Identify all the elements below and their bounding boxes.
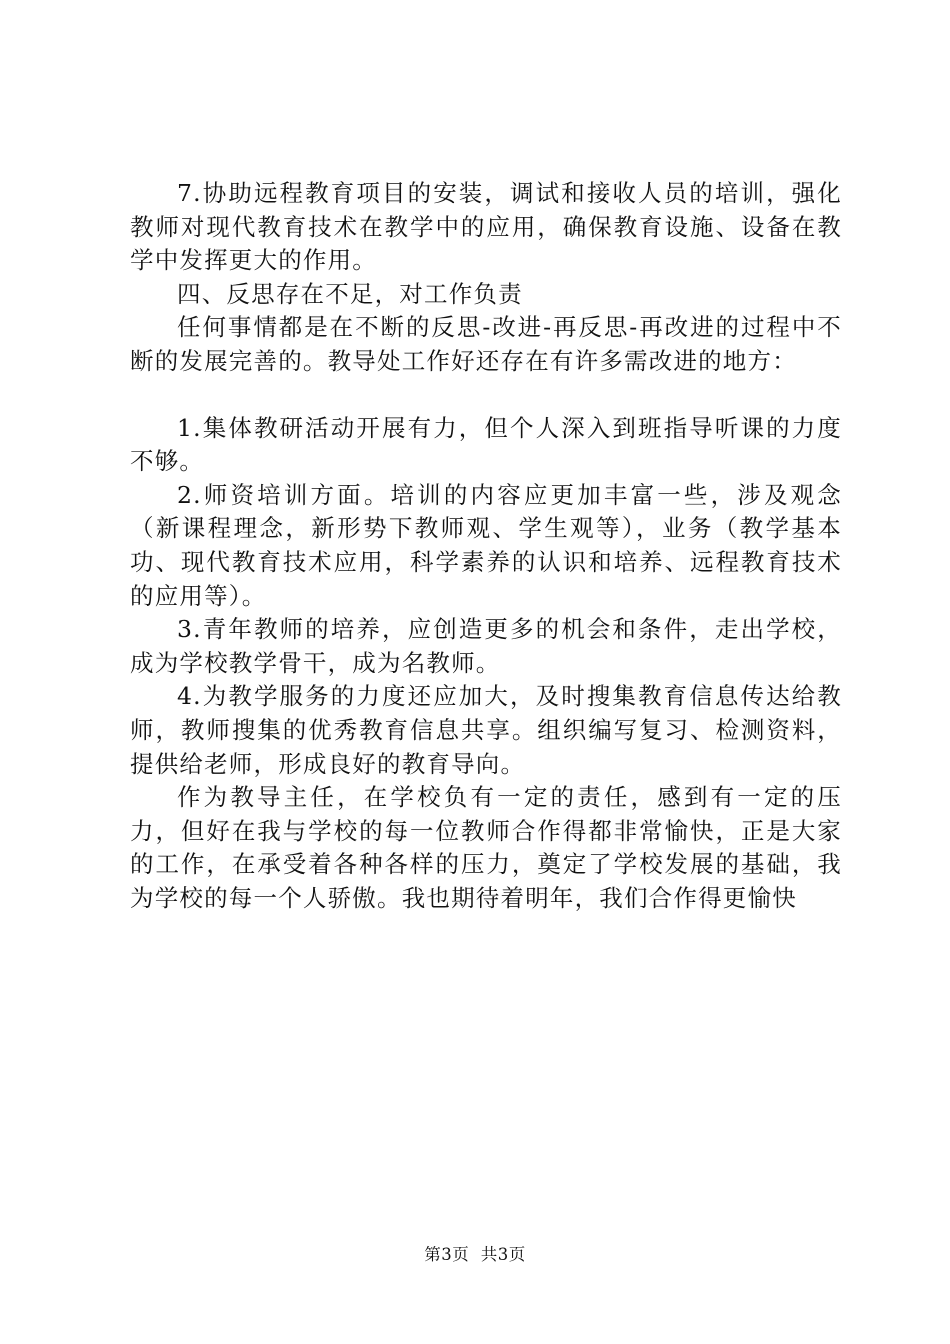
- paragraph-reflection-intro: 任何事情都是在不断的反思-改进-再反思-再改进的过程中不断的发展完善的。教导处工作好还存在有许多需改进的地方：: [130, 313, 842, 375]
- page-number: 第3页: [424, 1245, 470, 1264]
- paragraph-item-7: 7.协助远程教育项目的安装，调试和接收人员的培训，强化教师对现代教育技术在教学中的应用，确保教育设施、设备在教学中发挥更大的作用。: [130, 179, 842, 275]
- section-heading-reflection: 四、反思存在不足，对工作负责: [177, 279, 523, 308]
- paragraph-item-1: 1.集体教研活动开展有力，但个人深入到班指导听课的力度不够。: [130, 413, 842, 476]
- document-body: [130, 177, 842, 915]
- page-footer: [0, 1241, 950, 1265]
- page-total: 共3页: [480, 1245, 526, 1264]
- paragraph-item-3: 3.青年教师的培养，应创造更多的机会和条件，走出学校，成为学校教学骨干，成为名教师。: [130, 615, 842, 677]
- paragraph-closing: 作为教导主任，在学校负有一定的责任，感到有一定的压力，但好在我与学校的每一位教师合作得都非常愉快，正是大家的工作，在承受着各种各样的压力，奠定了学校发展的基础，我为学校的每一个人骄傲。我也期待着明年，我们合作得更愉快: [130, 783, 842, 912]
- paragraph-item-2: 2.师资培训方面。培训的内容应更加丰富一些，涉及观念（新课程理念，新形势下教师观、学生观等），业务（教学基本功、现代教育技术应用，科学素养的认识和培养、远程教育技术的应用等）。: [130, 480, 842, 610]
- paragraph-item-4: 4.为教学服务的力度还应加大，及时搜集教育信息传达给教师，教师搜集的优秀教育信息共享。组织编写复习、检测资料，提供给老师，形成良好的教育导向。: [130, 682, 842, 778]
